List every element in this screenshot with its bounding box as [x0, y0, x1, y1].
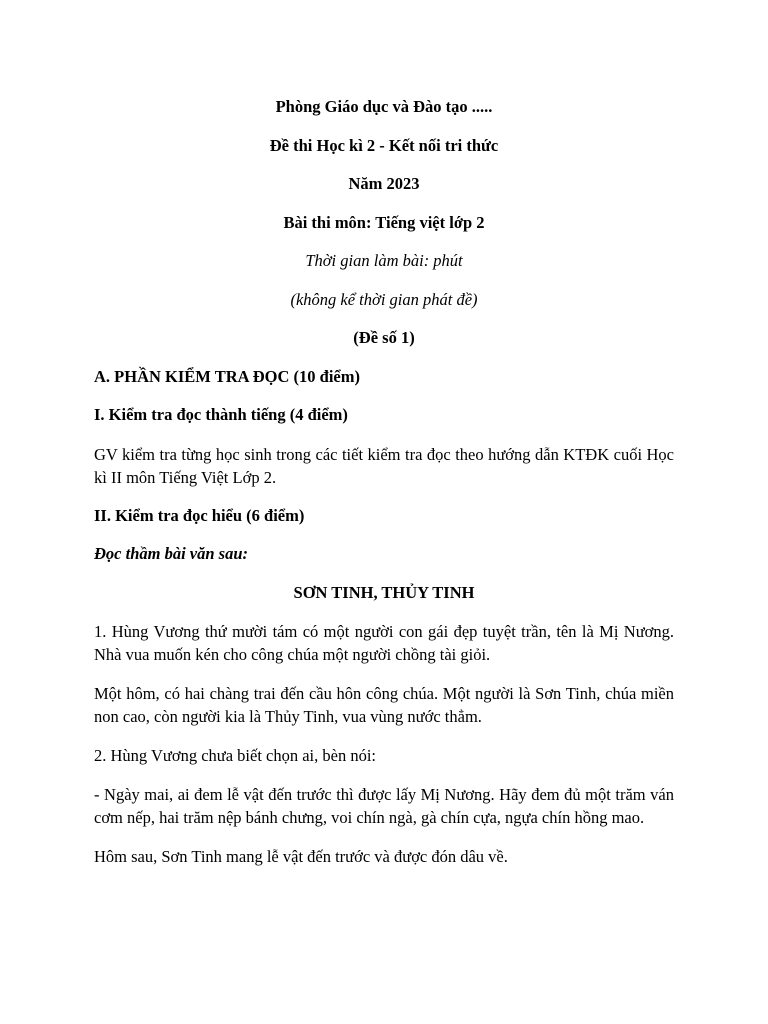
story-paragraph: - Ngày mai, ai đem lễ vật đến trước thì được lấy Mị Nương. Hãy đem đủ một trăm ván cơm nếp, hai trăm nệp bánh chưng, voi chín ngà, gà chín cựa, ngựa chín hồng mao.: [94, 785, 674, 827]
story-paragraph: 1. Hùng Vương thứ mười tám có một người con gái đẹp tuyệt trần, tên là Mị Nương. Nhà vua muốn kén cho công chúa một người chồng tài giỏi.: [94, 622, 674, 664]
document-page: [94, 96, 674, 884]
part1-title: I. Kiểm tra đọc thành tiếng (4 điểm): [94, 405, 348, 424]
exam-time: Thời gian làm bài: phút: [305, 251, 463, 270]
exam-number: (Đề số 1): [353, 328, 415, 347]
part2-title: II. Kiểm tra đọc hiểu (6 điểm): [94, 505, 305, 525]
department-heading: Phòng Giáo dục và Đào tạo .....: [275, 97, 493, 116]
section-a-title: A. PHẦN KIỂM TRA ĐỌC (10 điểm): [94, 366, 360, 386]
story-paragraph: 2. Hùng Vương chưa biết chọn ai, bèn nói:: [94, 746, 377, 765]
story-paragraph: Hôm sau, Sơn Tinh mang lễ vật đến trước và được đón dâu về.: [94, 847, 508, 866]
reading-instruction: Đọc thầm bài văn sau:: [94, 544, 249, 563]
story-title: SƠN TINH, THỦY TINH: [293, 582, 475, 602]
exam-time-note: (không kể thời gian phát đề): [290, 289, 478, 309]
exam-title: Đề thi Học kì 2 - Kết nối tri thức: [269, 135, 499, 155]
story-paragraph: Một hôm, có hai chàng trai đến cầu hôn công chúa. Một người là Sơn Tinh, chúa miền non cao, còn người kia là Thủy Tinh, vua vùng nước thẳm.: [94, 684, 674, 726]
part1-text: GV kiểm tra từng học sinh trong các tiết kiểm tra đọc theo hướng dẫn KTĐK cuối Học kì II môn Tiếng Việt Lớp 2.: [94, 444, 674, 487]
exam-subject: Bài thi môn: Tiếng việt lớp 2: [283, 212, 485, 232]
exam-year: Năm 2023: [348, 174, 420, 193]
